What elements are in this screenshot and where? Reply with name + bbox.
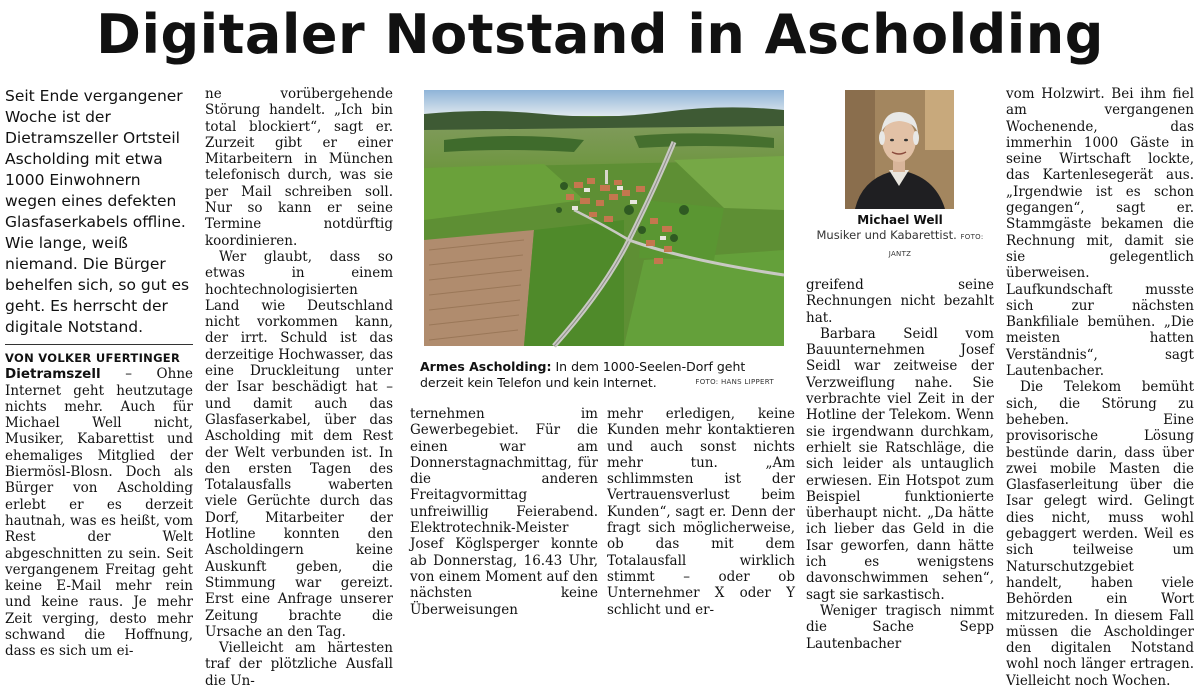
article-paragraph: ternehmen im Gewerbegebiet. Für die einen war am Donnerstagnachmittag, für die anderen Freitagvormittag unfreiwillig Feierabend. Elektrotechnik-Meister Josef Köglsperger konnte ab Donnerstag, 16.43 Uhr, von einem Moment auf den nächsten keine Überweisungen: [410, 406, 598, 618]
article-paragraph: Dietramszell – Ohne Internet geht heutzutage nichts mehr. Auch für Michael Well nicht, Musiker, Kabarettist und ehemaliges Mitglied der Biermösl-Blosn. Doch als Bürger von Ascholding erlebt er es derzeit hautnah, was es heißt, vom Rest der Welt abgeschnitten zu sein. Seit vergangenem Freitag geht keine E-Mail mehr rein und keine raus. Je mehr Zeit verging, desto mehr schwand die Hoffnung, dass es sich um ei-: [5, 366, 193, 660]
portrait-name: Michael Well: [857, 213, 943, 227]
byline-divider: [5, 344, 193, 345]
column-2: [205, 86, 393, 689]
column-5: [806, 86, 994, 652]
article-paragraph: greifend seine Rechnungen nicht bezahlt hat.: [806, 277, 994, 326]
byline: VON VOLKER UFERTINGER: [5, 351, 181, 365]
article-paragraph: Wer glaubt, dass so etwas in einem hochtechnologisierten Land wie Deutschland nicht vorkommen kann, der irrt. Schuld ist das derzeitige Hochwasser, das eine Druckleitung unter der Isar beschädigt hat – und damit auch das Glasfaserkabel, über das Ascholding mit dem Rest der Welt verbunden ist. In den ersten Tagen des Totalausfalls waberten viele Gerüchte durch das Dorf, Mitarbeiter der Hotline konnten den Ascholdingern keine Auskunft geben, die Stimmung war gereizt. Erst eine Anfrage unserer Zeitung brachte die Ursache an den Tag.: [205, 248, 393, 640]
column-6: [1006, 86, 1194, 689]
village-photo-caption: Armes Ascholding: In dem 1000-Seelen-Dorf geht derzeit kein Telefon und kein Internet. FOTO: HANS LIPPERT: [420, 359, 774, 390]
article-paragraph: mehr erledigen, keine Kunden mehr kontaktieren und auch sonst nichts mehr tun. „Am schlimmsten ist der Vertrauensverlust beim Kunden“, sagt er. Denn der fragt sich möglicherweise, ob das mit dem Totalausfall wirklich stimmt – oder ob Unternehmer X oder Y schlicht und er-: [607, 406, 795, 618]
article-paragraph: Barbara Seidl vom Bauunternehmen Josef Seidl war zeitweise der Verzweiflung nahe. Sie verbrachte viel Zeit in der Hotline der Telekom. Wenn sie irgendwann durchkam, erhielt sie Ratschläge, die sich leider als untauglich erwiesen. Ein Hotspot zum Beispiel funktionierte überhaupt nicht. „Da hätte ich lieber das Geld in die Isar geworfen, dann hätte ich es wenigstens davonschwimmen sehen“, sagt sie sarkastisch.: [806, 325, 994, 603]
article-paragraph: ne vorübergehende Störung handelt. „Ich bin total blockiert“, sagt er. Zurzeit gibt er einer Mitarbeitern in München telefonisch durch, was sie per Mail schreiben soll. Nur so kann er seine Termine notdürftig koordinieren.: [205, 86, 393, 249]
portrait-caption: [806, 213, 994, 262]
village-aerial-photo: [424, 90, 784, 346]
dateline: Dietramszell: [5, 366, 101, 383]
article-paragraph: vom Holzwirt. Bei ihm fiel am vergangenen Wochenende, das immerhin 1000 Gäste in seine Wirtschaft lockte, das Kartenlesegerät aus. „Irgendwie ist es schon gegangen“, sagt er. Stammgäste bekamen die Rechnung mit, damit sie sie gelegentlich überweisen. Laufkundschaft musste sich zur nächsten Bankfiliale bemühen. „Die meisten hatten Verständnis“, sagt Lautenbacher.: [1006, 86, 1194, 380]
caption-lead: Armes Ascholding:: [420, 359, 552, 374]
lead-text: Seit Ende vergangener Woche ist der Dietramszeller Ortsteil Ascholding mit etwa 1000 Einwohnern wegen eines defekten Glasfaserkabels offline. Wie lange, weiß niemand. Die Bürger behelfen sich, so gut es geht. Es herrscht der digitale Notstand.: [5, 87, 190, 336]
portrait-role: Musiker und Kabarettist.: [816, 228, 957, 242]
column-1: [5, 86, 193, 660]
article-paragraph: Die Telekom bemüht sich, die Störung zu beheben. Eine provisorische Lösung bestünde darin, dass über zwei mobile Masten die Glasfaserleitung über die Isar gelegt wird. Gelingt dies nicht, muss wohl gebaggert werden. Weil es sich teilweise um Naturschutzgebiet handelt, haben viele Behörden ein Wort mitzureden. In diesem Fall müssen die Ascholdinger den digitalen Notstand wohl noch länger ertragen. Vielleicht noch Wochen.: [1006, 379, 1194, 689]
portrait-credit: FOTO: JANTZ: [888, 233, 984, 258]
column-3: [410, 406, 598, 618]
headline: Digitaler Notstand in Ascholding: [96, 3, 1104, 66]
photo-credit: FOTO: HANS LIPPERT: [695, 378, 774, 386]
column-4: [607, 406, 795, 618]
article-paragraph: Weniger tragisch nimmt die Sache Sepp Lautenbacher: [806, 602, 994, 652]
article-paragraph: Vielleicht am härtesten traf der plötzliche Ausfall die Un-: [205, 640, 393, 689]
